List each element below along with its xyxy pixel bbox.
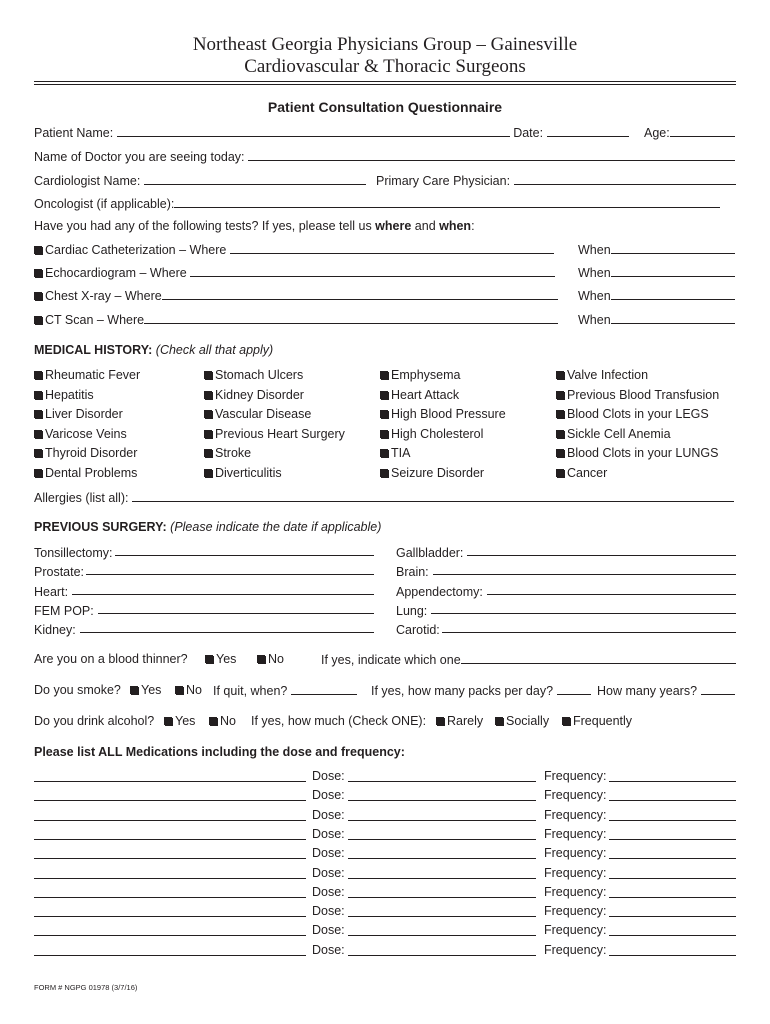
dose-label: Dose:: [312, 807, 345, 822]
history-col-2: [204, 366, 345, 483]
checkbox-icon[interactable]: [436, 717, 444, 725]
medication-name-line[interactable]: [34, 867, 306, 879]
dose-label: Dose:: [312, 923, 345, 938]
surgery-field[interactable]: Appendectomy:: [396, 583, 736, 602]
medication-row: [34, 788, 736, 804]
alcohol-socially[interactable]: Socially: [495, 714, 549, 728]
medication-name-line[interactable]: [34, 770, 306, 782]
history-item[interactable]: Blood Clots in your LUNGS: [556, 444, 719, 464]
dose-label: Dose:: [312, 884, 345, 899]
dose-line[interactable]: [348, 809, 536, 821]
surgery-field[interactable]: Lung:: [396, 602, 736, 621]
header-rule-bottom: [34, 84, 736, 85]
checkbox-icon[interactable]: [34, 449, 42, 457]
checkbox-icon[interactable]: [257, 655, 265, 663]
years-field[interactable]: How many years?: [597, 683, 735, 698]
checkbox-icon[interactable]: [164, 717, 172, 725]
history-item[interactable]: Hepatitis: [34, 386, 140, 406]
history-item[interactable]: Liver Disorder: [34, 405, 140, 425]
checkbox-icon[interactable]: [380, 410, 388, 418]
alcohol-frequently[interactable]: Frequently: [562, 714, 632, 728]
patient-name-label: Patient Name:: [34, 126, 114, 140]
practice-name: Northeast Georgia Physicians Group – Gainesville: [192, 34, 578, 55]
medication-name-line[interactable]: [34, 944, 306, 956]
history-item[interactable]: Stroke: [204, 444, 345, 464]
where-line[interactable]: [190, 265, 555, 277]
patient-name-line[interactable]: [117, 125, 510, 137]
patient-name-field[interactable]: [34, 125, 629, 140]
medication-name-line[interactable]: [34, 847, 306, 859]
when-field[interactable]: When: [578, 288, 735, 303]
blood-thinner-line[interactable]: [461, 652, 736, 664]
frequency-label: Frequency:: [544, 807, 607, 822]
history-item[interactable]: Sickle Cell Anemia: [556, 425, 719, 445]
frequency-label: Frequency:: [544, 826, 607, 841]
checkbox-icon[interactable]: [34, 292, 42, 300]
age-label: Age:: [644, 126, 670, 140]
oncologist-field[interactable]: [34, 196, 720, 211]
frequency-line[interactable]: [609, 809, 736, 821]
pcp-line[interactable]: [514, 173, 736, 185]
blood-thinner-which-field[interactable]: If yes, indicate which one: [321, 652, 736, 667]
dose-line[interactable]: [348, 905, 536, 917]
checkbox-icon[interactable]: [204, 449, 212, 457]
where-line[interactable]: [230, 242, 554, 254]
medication-row: [34, 885, 736, 901]
medication-row: [34, 769, 736, 785]
frequency-label: Frequency:: [544, 884, 607, 899]
medication-name-line[interactable]: [34, 828, 306, 840]
doctor-field[interactable]: [34, 149, 735, 164]
frequency-line[interactable]: [609, 789, 736, 801]
dose-line[interactable]: [348, 770, 536, 782]
checkbox-icon[interactable]: [34, 430, 42, 438]
checkbox-icon[interactable]: [205, 655, 213, 663]
surgery-line[interactable]: [431, 602, 736, 614]
history-item[interactable]: Heart Attack: [380, 386, 506, 406]
checkbox-icon[interactable]: [380, 371, 388, 379]
when-field[interactable]: When: [578, 242, 735, 257]
history-col-1: [34, 366, 140, 483]
history-item[interactable]: Seizure Disorder: [380, 464, 506, 484]
checkbox-icon[interactable]: [175, 686, 183, 694]
surgery-field[interactable]: Kidney:: [34, 621, 374, 640]
age-line[interactable]: [670, 125, 735, 137]
history-col-4: [556, 366, 719, 483]
history-item[interactable]: Thyroid Disorder: [34, 444, 140, 464]
checkbox-icon[interactable]: [556, 391, 564, 399]
frequency-label: Frequency:: [544, 788, 607, 803]
surgery-line[interactable]: [98, 602, 374, 614]
practice-department: Cardiovascular & Thoracic Surgeons: [244, 56, 526, 77]
checkbox-icon[interactable]: [34, 391, 42, 399]
surgery-field[interactable]: Prostate:: [34, 563, 374, 582]
dose-label: Dose:: [312, 904, 345, 919]
alcohol-no[interactable]: No: [209, 714, 236, 728]
checkbox-icon[interactable]: [556, 469, 564, 477]
doctor-line[interactable]: [248, 149, 735, 161]
alcohol-question: Do you drink alcohol?: [34, 714, 155, 728]
frequency-line[interactable]: [609, 770, 736, 782]
history-item[interactable]: TIA: [380, 444, 506, 464]
packs-line[interactable]: [557, 683, 591, 695]
checkbox-icon[interactable]: [130, 686, 138, 694]
previous-surgery-heading: PREVIOUS SURGERY: (Please indicate the date if applicable): [34, 520, 382, 534]
frequency-line[interactable]: [609, 905, 736, 917]
history-item[interactable]: Previous Heart Surgery: [204, 425, 345, 445]
dose-line[interactable]: [348, 828, 536, 840]
years-line[interactable]: [701, 683, 735, 695]
when-line[interactable]: [611, 242, 735, 254]
oncologist-label: Oncologist (if applicable):: [34, 197, 175, 211]
surgery-field[interactable]: Carotid:: [396, 621, 736, 640]
smoke-question: Do you smoke?: [34, 683, 121, 697]
dose-line[interactable]: [348, 867, 536, 879]
cardiologist-label: Cardiologist Name:: [34, 174, 141, 188]
age-field[interactable]: [644, 125, 735, 140]
frequency-line[interactable]: [609, 847, 736, 859]
blood-thinner-question: Are you on a blood thinner?: [34, 652, 188, 666]
quit-line[interactable]: [291, 683, 357, 695]
dose-line[interactable]: [348, 789, 536, 801]
where-line[interactable]: [162, 288, 558, 300]
history-item[interactable]: Kidney Disorder: [204, 386, 345, 406]
dose-label: Dose:: [312, 788, 345, 803]
medication-row: [34, 943, 736, 959]
checkbox-icon[interactable]: [380, 469, 388, 477]
checkbox-icon[interactable]: [556, 371, 564, 379]
medical-history-heading: MEDICAL HISTORY: (Check all that apply): [34, 343, 274, 357]
allergies-field[interactable]: [34, 490, 734, 505]
surgery-line[interactable]: [467, 544, 736, 556]
history-item[interactable]: High Cholesterol: [380, 425, 506, 445]
frequency-label: Frequency:: [544, 942, 607, 957]
checkbox-icon[interactable]: [34, 371, 42, 379]
form-number: FORM # NGPG 01978 (3/7/16): [34, 983, 138, 992]
pcp-field[interactable]: [376, 173, 736, 188]
checkbox-icon[interactable]: [34, 410, 42, 418]
history-item[interactable]: Dental Problems: [34, 464, 140, 484]
medication-row: [34, 827, 736, 843]
dose-label: Dose:: [312, 769, 345, 783]
medication-name-line[interactable]: [34, 886, 306, 898]
when-line[interactable]: [611, 265, 735, 277]
checkbox-icon[interactable]: [204, 430, 212, 438]
checkbox-icon[interactable]: [34, 469, 42, 477]
pcp-label: Primary Care Physician:: [376, 174, 511, 188]
checkbox-icon[interactable]: [34, 246, 42, 254]
header-rule-top: [34, 81, 736, 82]
frequency-label: Frequency:: [544, 769, 607, 783]
surgery-col-right: [396, 544, 736, 640]
history-item[interactable]: Vascular Disease: [204, 405, 345, 425]
history-item[interactable]: Emphysema: [380, 366, 506, 386]
surgery-field[interactable]: Gallbladder:: [396, 544, 736, 563]
packs-field[interactable]: If yes, how many packs per day?: [371, 683, 591, 698]
test-row-cardiac-cath[interactable]: Cardiac Catheterization – Where: [34, 242, 554, 257]
checkbox-icon[interactable]: [380, 449, 388, 457]
surgery-line[interactable]: [442, 621, 736, 633]
medication-row: [34, 846, 736, 862]
history-item[interactable]: High Blood Pressure: [380, 405, 506, 425]
test-row-echocardiogram[interactable]: Echocardiogram – Where: [34, 265, 555, 280]
cardiologist-field[interactable]: [34, 173, 366, 188]
medication-row: [34, 904, 736, 920]
blood-thinner-no[interactable]: No: [257, 652, 284, 666]
when-field[interactable]: When: [578, 312, 735, 327]
surgery-line[interactable]: [115, 544, 375, 556]
checkbox-icon[interactable]: [204, 469, 212, 477]
history-item[interactable]: Diverticulitis: [204, 464, 345, 484]
checkbox-icon[interactable]: [562, 717, 570, 725]
form-title: Patient Consultation Questionnaire: [267, 99, 503, 115]
checkbox-icon[interactable]: [34, 269, 42, 277]
checkbox-icon[interactable]: [556, 410, 564, 418]
frequency-line[interactable]: [609, 944, 736, 956]
frequency-label: Frequency:: [544, 923, 607, 938]
dose-label: Dose:: [312, 846, 345, 861]
checkbox-icon[interactable]: [204, 371, 212, 379]
medications-heading: Please list ALL Medications including the dose and frequency:: [34, 745, 405, 759]
surgery-line[interactable]: [487, 583, 736, 595]
dose-line[interactable]: [348, 886, 536, 898]
medication-row: [34, 808, 736, 824]
checkbox-icon[interactable]: [204, 391, 212, 399]
tests-question: Have you had any of the following tests? If yes, please tell us where and when:: [34, 219, 475, 233]
checkbox-icon[interactable]: [204, 410, 212, 418]
history-item[interactable]: Blood Clots in your LEGS: [556, 405, 719, 425]
alcohol-amount-label: If yes, how much (Check ONE):: [251, 714, 427, 728]
surgery-field[interactable]: Heart:: [34, 583, 374, 602]
history-item[interactable]: Valve Infection: [556, 366, 719, 386]
surgery-line[interactable]: [72, 583, 374, 595]
history-item[interactable]: Cancer: [556, 464, 719, 484]
test-row-chest-xray[interactable]: Chest X-ray – Where: [34, 288, 558, 303]
blood-thinner-yes[interactable]: Yes: [205, 652, 236, 666]
history-item[interactable]: Varicose Veins: [34, 425, 140, 445]
medication-name-line[interactable]: [34, 905, 306, 917]
checkbox-icon[interactable]: [556, 430, 564, 438]
alcohol-rarely[interactable]: Rarely: [436, 714, 483, 728]
when-line[interactable]: [611, 288, 735, 300]
dose-line[interactable]: [348, 847, 536, 859]
allergies-label: Allergies (list all):: [34, 491, 129, 505]
medication-name-line[interactable]: [34, 809, 306, 821]
frequency-label: Frequency:: [544, 904, 607, 919]
smoke-no[interactable]: No: [175, 683, 202, 697]
surgery-field[interactable]: Brain:: [396, 563, 736, 582]
medication-row: [34, 866, 736, 882]
surgery-line[interactable]: [86, 563, 374, 575]
dose-label: Dose:: [312, 865, 345, 880]
medication-name-line[interactable]: [34, 924, 306, 936]
medication-name-line[interactable]: [34, 789, 306, 801]
dose-label: Dose:: [312, 942, 345, 957]
dose-label: Dose:: [312, 826, 345, 841]
checkbox-icon[interactable]: [34, 316, 42, 324]
frequency-line[interactable]: [609, 886, 736, 898]
checkbox-icon[interactable]: [380, 391, 388, 399]
surgery-col-left: [34, 544, 374, 640]
test-row-ct-scan[interactable]: CT Scan – Where: [34, 312, 558, 327]
dose-line[interactable]: [348, 924, 536, 936]
where-line[interactable]: [144, 312, 558, 324]
quit-field[interactable]: If quit, when?: [213, 683, 357, 698]
history-item[interactable]: Rheumatic Fever: [34, 366, 140, 386]
surgery-line[interactable]: [433, 563, 736, 575]
date-label: Date:: [513, 126, 544, 140]
when-field[interactable]: When: [578, 265, 735, 280]
history-item[interactable]: Stomach Ulcers: [204, 366, 345, 386]
frequency-line[interactable]: [609, 924, 736, 936]
alcohol-yes[interactable]: Yes: [164, 714, 195, 728]
date-line[interactable]: [547, 125, 629, 137]
history-col-3: [380, 366, 506, 483]
surgery-field[interactable]: Tonsillectomy:: [34, 544, 374, 563]
cardiologist-line[interactable]: [144, 173, 366, 185]
checkbox-icon[interactable]: [380, 430, 388, 438]
oncologist-line[interactable]: [174, 196, 720, 208]
doctor-label: Name of Doctor you are seeing today:: [34, 150, 245, 164]
surgery-line[interactable]: [80, 621, 374, 633]
dose-line[interactable]: [348, 944, 536, 956]
checkbox-icon[interactable]: [209, 717, 217, 725]
history-item[interactable]: Previous Blood Transfusion: [556, 386, 719, 406]
frequency-label: Frequency:: [544, 846, 607, 861]
allergies-line[interactable]: [132, 490, 734, 502]
medication-row: [34, 923, 736, 939]
checkbox-icon[interactable]: [495, 717, 503, 725]
frequency-line[interactable]: [609, 867, 736, 879]
when-line[interactable]: [611, 312, 735, 324]
smoke-yes[interactable]: Yes: [130, 683, 161, 697]
surgery-field[interactable]: FEM POP:: [34, 602, 374, 621]
checkbox-icon[interactable]: [556, 449, 564, 457]
frequency-label: Frequency:: [544, 865, 607, 880]
frequency-line[interactable]: [609, 828, 736, 840]
